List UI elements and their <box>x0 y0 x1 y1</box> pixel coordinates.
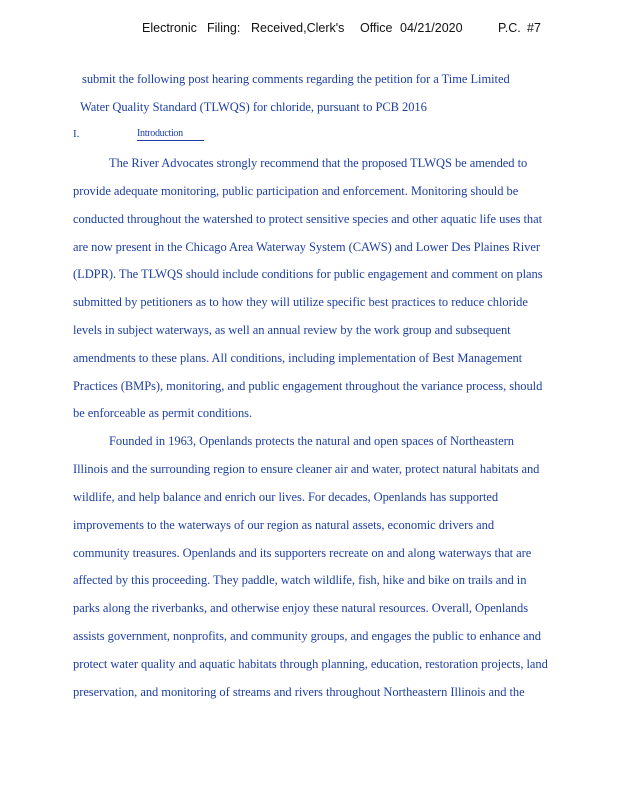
paragraph-line: assists government, nonprofits, and community groups, and engages the public to enhance and <box>73 629 541 643</box>
header-received: Received,Clerk's <box>251 21 345 35</box>
paragraph-line: Practices (BMPs), monitoring, and public engagement throughout the variance process, should <box>73 379 543 393</box>
header-office: Office <box>360 21 393 35</box>
intro-line: submit the following post hearing comments regarding the petition for a Time Limited <box>82 72 510 86</box>
paragraph-line: community treasures. Openlands and its supporters recreate on and along waterways that are <box>73 546 532 560</box>
section-number: I. <box>73 128 80 140</box>
paragraph-line: Illinois and the surrounding region to ensure cleaner air and water, protect natural habitats and <box>73 462 540 476</box>
paragraph-line: affected by this proceeding. They paddle, watch wildlife, fish, hike and bike on trails and in <box>73 573 527 587</box>
paragraph-line: protect water quality and aquatic habitats through planning, education, restoration projects, land <box>73 657 548 671</box>
paragraph-line: conducted throughout the watershed to protect sensitive species and other aquatic life uses that <box>73 212 543 226</box>
paragraph-line: improvements to the waterways of our region as natural assets, economic drivers and <box>73 518 495 532</box>
intro-line: Water Quality Standard (TLWQS) for chloride, pursuant to PCB 2016 <box>80 100 427 114</box>
header-pc-number: #7 <box>527 21 541 35</box>
paragraph-line: The River Advocates strongly recommend that the proposed TLWQS be amended to <box>109 156 528 170</box>
paragraph-line: wildlife, and help balance and enrich our lives. For decades, Openlands has supported <box>73 490 499 504</box>
paragraph-line: parks along the riverbanks, and otherwise enjoy these natural resources. Overall, Openlands <box>73 601 529 615</box>
header-electronic: Electronic <box>142 21 197 35</box>
header-pc: P.C. <box>498 21 521 35</box>
header-date: 04/21/2020 <box>400 21 463 35</box>
filing-header <box>0 21 618 37</box>
paragraph-line: are now present in the Chicago Area Waterway System (CAWS) and Lower Des Plaines River <box>73 240 540 254</box>
paragraph-line: (LDPR). The TLWQS should include conditions for public engagement and comment on plans <box>73 267 543 281</box>
paragraph-line: Founded in 1963, Openlands protects the natural and open spaces of Northeastern <box>109 434 514 448</box>
header-filing: Filing: <box>207 21 241 35</box>
paragraph-line: submitted by petitioners as to how they will utilize specific best practices to reduce chloride <box>73 295 528 309</box>
paragraph-line: provide adequate monitoring, public participation and enforcement. Monitoring should be <box>73 184 519 198</box>
paragraph-line: be enforceable as permit conditions. <box>73 406 253 420</box>
paragraph-line: levels in subject waterways, as well an annual review by the work group and subsequent <box>73 323 511 337</box>
paragraph-line: amendments to these plans. All conditions, including implementation of Best Management <box>73 351 523 365</box>
paragraph-line: preservation, and monitoring of streams and rivers throughout Northeastern Illinois and the <box>73 685 525 699</box>
section-title: Introduction <box>137 128 204 141</box>
